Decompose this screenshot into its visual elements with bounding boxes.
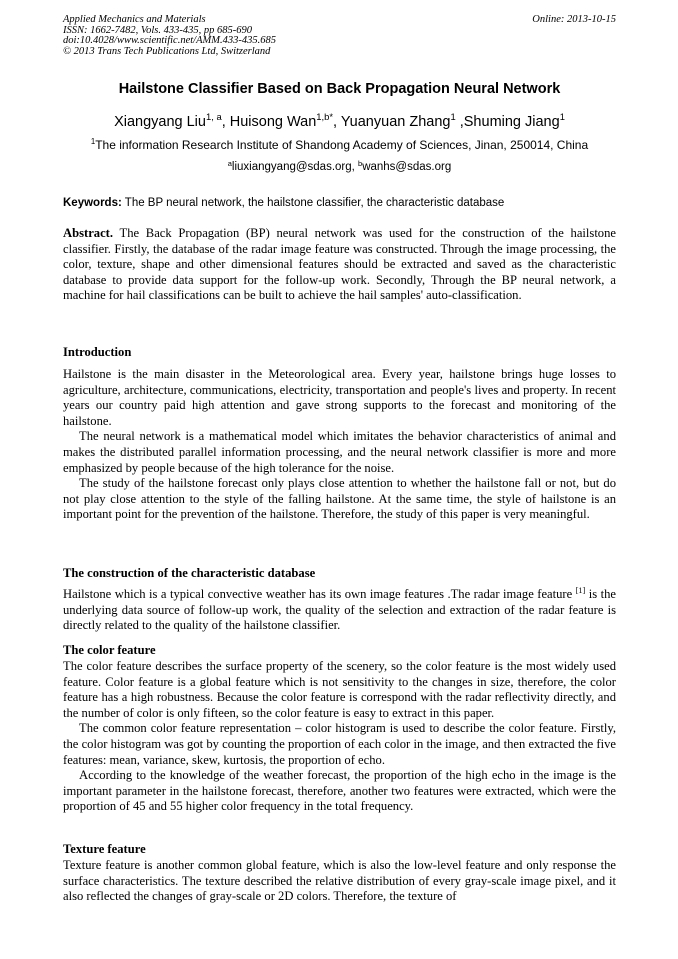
keywords — [63, 195, 616, 211]
author-name: Shuming Jiang — [463, 114, 560, 130]
paragraph: The color feature describes the surface property of the scenery, so the color feature is the most widely used feature. Color feature is a global feature which is not sensitivity to the changes in size, therefore, the color feature has a high robustness. Because the color feature is correspond with the radar reflectivity directly, and the number of color is only fifteen, so the color feature is easy to extract in this paper. — [63, 659, 616, 720]
abstract-label: Abstract. — [63, 226, 114, 240]
author-affil-mark: 1, a — [205, 111, 222, 123]
paragraph: The study of the hailstone forecast only plays close attention to whether the hailstone fall or not, but do not play close attention to the style of the falling hailstone. At the same time, the style of hailstone is an important point for the prevention of the hailstone. Therefore, the study of this paper is very meaningful. — [63, 476, 616, 522]
introduction-heading: Introduction — [63, 345, 132, 359]
paper-title: Hailstone Classifier Based on Back Propagation Neural Network — [118, 81, 561, 97]
journal-name: Applied Mechanics and Materials — [63, 14, 206, 25]
keywords-text: The BP neural network, the hailstone classifier, the characteristic database — [124, 197, 505, 209]
email-separator: , — [351, 161, 359, 173]
email-mark: a — [227, 158, 232, 168]
color-feature-body — [63, 659, 616, 815]
affiliation-text: The information Research Institute of Shandong Academy of Sciences, Jinan, 250014, China — [95, 138, 589, 152]
keywords-label: Keywords: — [63, 197, 122, 209]
paragraph: The common color feature representation – color histogram is used to describe the color feature. Firstly, the color histogram was got by counting the proportion of each color in the image, and then extracted the five features: mean, variance, skew, kurtosis, the proportion of echo. — [63, 721, 616, 767]
paragraph: The neural network is a mathematical model which imitates the behavior characteristics of animal and makes the distributed parallel information processing, and the neural network classifier is more and more emphasized by people because of the high tolerance for the noise. — [63, 429, 616, 475]
affiliation — [63, 137, 616, 153]
journal-header — [63, 15, 616, 57]
abstract — [63, 226, 616, 304]
author-separator: , — [455, 114, 464, 130]
author-name: Huisong Wan — [229, 114, 317, 130]
online-date: Online: 2013-10-15 — [532, 14, 616, 25]
journal-copyright: © 2013 Trans Tech Publications Ltd, Switzerland — [63, 45, 271, 57]
journal-doi: doi:10.4028/www.scientific.net/AMM.433-435.685 — [63, 35, 276, 46]
journal-issn: ISSN: 1662-7482, Vols. 433-435, pp 685-690 — [63, 24, 252, 36]
author-separator: , — [221, 114, 230, 130]
database-text: Hailstone which is a typical convective weather has its own image features .The radar image feature — [63, 587, 576, 601]
author-name: Yuanyuan Zhang — [340, 114, 451, 130]
database-heading: The construction of the characteristic database — [63, 566, 316, 580]
author-separator: , — [333, 114, 341, 130]
author-list — [63, 113, 616, 131]
author-affil-mark: 1,b* — [316, 111, 334, 123]
author-name: Xiangyang Liu — [114, 114, 206, 130]
abstract-text: The Back Propagation (BP) neural network was used for the construction of the hailstone classifier. Firstly, the database of the radar image feature was constructed. Through the image processing, the color, texture, shape and other dimensional features should be extracted and saved as the characteristic database to provide data support for the follow-up work. Secondly, Through the BP neural network, a machine for hail classifications can be built to achieve the hail samples' auto-classification. — [63, 226, 616, 303]
affiliation-mark: 1 — [90, 137, 96, 147]
introduction-body — [63, 367, 616, 523]
paragraph: Hailstone is the main disaster in the Meteorological area. Every year, hailstone brings huge losses to agriculture, architecture, communications, electricity, transportation and people's lives and property. In recent years our country paid high attention and gave strong supports to the forecast and monitoring of the hailstone. — [63, 367, 616, 428]
email-address[interactable]: liuxiangyang@sdas.org — [231, 161, 352, 173]
author-affil-mark: 1 — [559, 111, 565, 123]
color-feature-heading: The color feature — [63, 643, 156, 657]
database-text-cont: is the underlying data source of follow-up work, the quality of the selection and extraction of the radar feature is directly related to the quality of the hailstone classifier. — [63, 587, 616, 633]
email-list — [63, 159, 616, 175]
email-mark: b — [358, 158, 363, 168]
database-body — [63, 587, 616, 634]
texture-feature-heading: Texture feature — [63, 842, 146, 856]
citation-ref[interactable]: [1] — [575, 586, 586, 596]
email-address[interactable]: wanhs@sdas.org — [362, 161, 452, 173]
paragraph: Texture feature is another common global feature, which is also the low-level feature and only response the surface characteristics. The texture described the relative distribution of every gray-scale image pixel, and it also reflected the changes of gray-scale or 2D colors. Therefore, the texture of — [63, 858, 616, 904]
author-affil-mark: 1 — [450, 111, 456, 123]
paragraph: According to the knowledge of the weather forecast, the proportion of the high echo in the image is the important parameter in the hailstone forecast, therefore, another two features were extracted, which were the proportion of 45 and 55 higher color frequency in the total frequency. — [63, 768, 616, 814]
texture-feature-body — [63, 858, 616, 905]
